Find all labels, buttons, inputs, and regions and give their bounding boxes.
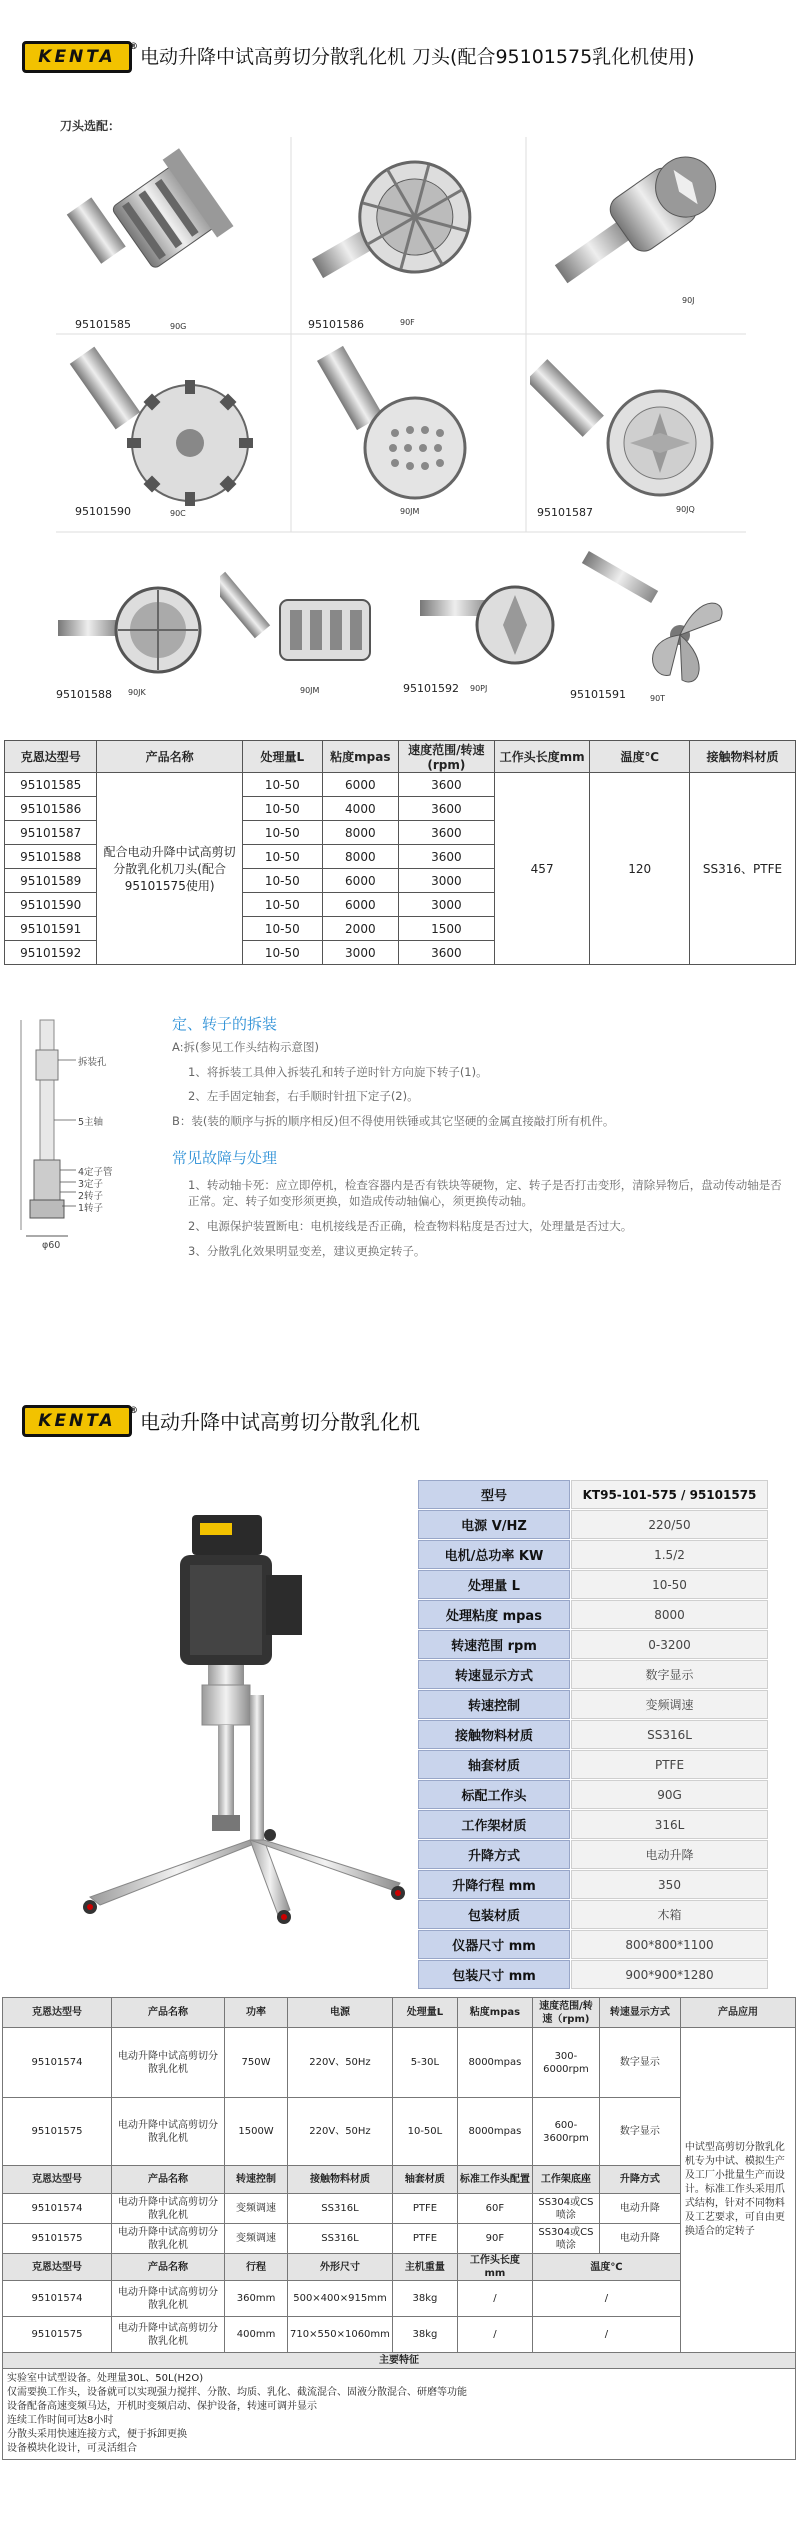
cell-lift: 电动升降 [599, 2224, 680, 2254]
product-photo-90g [60, 140, 285, 330]
spec-value: 90G [571, 1780, 768, 1809]
cell-viscosity: 8000 [322, 845, 398, 869]
photo-code-90j: 90J [682, 296, 695, 305]
spec-value: 变频调速 [571, 1690, 768, 1719]
spec-value: KT95-101-575 / 95101575 [571, 1480, 768, 1509]
spec-key: 工作架材质 [418, 1810, 570, 1839]
cell-volume: 10-50 [242, 893, 322, 917]
spec-row [418, 1900, 768, 1929]
cell-model: 95101585 [5, 773, 97, 797]
photo-model-95101585: 95101585 [75, 318, 131, 331]
cell-viscosity: 6000 [322, 773, 398, 797]
brand-logo [22, 41, 141, 73]
cell-supply: 220V、50Hz [288, 2098, 393, 2166]
product-photo-90jm-2 [220, 550, 400, 700]
cell-viscosity: 2000 [322, 917, 398, 941]
diagram-label-shaft: 5主轴 [78, 1117, 104, 1128]
table-row [3, 2194, 796, 2224]
cell-model: 95101586 [5, 797, 97, 821]
features-cell [3, 2369, 796, 2460]
photo-model-95101590: 95101590 [75, 505, 131, 518]
table-row [3, 2369, 796, 2460]
cell-model: 95101575 [3, 2098, 112, 2166]
feature-item: 设备配备高速变频马达，开机时变频启动、保护设备，转速可调并显示 [7, 2401, 317, 2412]
col-header: 产品名称 [112, 1998, 225, 2028]
col-header: 功率 [225, 1998, 288, 2028]
col-header: 标准工作头配置 [457, 2166, 532, 2194]
cell-model: 95101588 [5, 845, 97, 869]
cell-name: 电动升降中试高剪切分散乳化机 [112, 2224, 225, 2254]
spec-row [418, 1540, 768, 1569]
cell-name: 电动升降中试高剪切分散乳化机 [112, 2098, 225, 2166]
cell-viscosity: 8000mpas [457, 2098, 532, 2166]
registered-mark: ® [129, 1406, 141, 1416]
cell-power: 750W [225, 2028, 288, 2098]
cell-model: 95101574 [3, 2028, 112, 2098]
spec-key: 标配工作头 [418, 1780, 570, 1809]
spec-key: 包装尺寸 mm [418, 1960, 570, 1989]
cell-name: 电动升降中试高剪切分散乳化机 [112, 2317, 225, 2353]
cell-speed: 1500 [398, 917, 494, 941]
cell-speed: 3600 [398, 797, 494, 821]
cell-supply: 220V、50Hz [288, 2028, 393, 2098]
cell-volume: 10-50 [242, 821, 322, 845]
spec-row [418, 1930, 768, 1959]
photo-code-90t: 90T [650, 694, 666, 703]
spec-key: 接触物料材质 [418, 1720, 570, 1749]
cell-length: / [457, 2281, 532, 2317]
machine-comparison-table [2, 1997, 796, 2460]
cell-material: SS316L [288, 2194, 393, 2224]
cell-base: SS304或CS喷涂 [532, 2224, 599, 2254]
spec-value: 数字显示 [571, 1660, 768, 1689]
photo-code-90f: 90F [400, 318, 415, 327]
table-row [3, 2317, 796, 2353]
cell-speed: 3000 [398, 893, 494, 917]
spec-value: 0-3200 [571, 1630, 768, 1659]
spec-value: 900*900*1280 [571, 1960, 768, 1989]
cell-volume: 10-50 [242, 917, 322, 941]
cell-temp: / [532, 2317, 680, 2353]
photo-code-90jm: 90JM [400, 507, 420, 516]
col-header: 工作头长度mm [457, 2254, 532, 2281]
col-header: 处理量L [392, 1998, 457, 2028]
product-photo-90pj [415, 550, 565, 700]
cell-name: 电动升降中试高剪切分散乳化机 [112, 2028, 225, 2098]
table-header-row [3, 2166, 796, 2194]
feature-item: 连续工作时间可达8小时 [7, 2415, 114, 2426]
spec-row [418, 1810, 768, 1839]
spec-table [418, 1480, 768, 1990]
spec-key: 处理粘度 mpas [418, 1600, 570, 1629]
cell-viscosity: 8000mpas [457, 2028, 532, 2098]
cell-material: SS316、PTFE [690, 773, 796, 965]
spec-value: 木箱 [571, 1900, 768, 1929]
cell-control: 变频调速 [225, 2194, 288, 2224]
cell-model: 95101592 [5, 941, 97, 965]
col-header: 接触物料材质 [288, 2166, 393, 2194]
cell-model: 95101574 [3, 2281, 112, 2317]
col-header: 处理量L [242, 741, 322, 773]
table-header-row [3, 1998, 796, 2028]
cell-speed: 3600 [398, 941, 494, 965]
spec-value: 316L [571, 1810, 768, 1839]
cell-head: 60F [457, 2194, 532, 2224]
cell-control: 变频调速 [225, 2224, 288, 2254]
diagram-label-stator-tube: 4定子管 [78, 1167, 113, 1178]
instruction-step: 2、左手固定轴套，右手顺时针扭下定子(2)。 [188, 1089, 419, 1103]
spec-key: 型号 [418, 1480, 570, 1509]
spec-row [418, 1660, 768, 1689]
spec-key: 电源 V/HZ [418, 1510, 570, 1539]
instruction-intro: A:拆(参见工作头结构示意图) [172, 1040, 320, 1054]
col-header: 粘度mpas [457, 1998, 532, 2028]
cell-model: 95101575 [3, 2224, 112, 2254]
cell-stroke: 400mm [225, 2317, 288, 2353]
col-header: 转速控制 [225, 2166, 288, 2194]
cell-size: 710×550×1060mm [288, 2317, 393, 2353]
cell-speed: 3000 [398, 869, 494, 893]
cell-temp: / [532, 2281, 680, 2317]
spec-value: 电动升降 [571, 1840, 768, 1869]
cell-sleeve: PTFE [392, 2224, 457, 2254]
section1-subtitle: 刀头选配： [60, 119, 121, 133]
spec-key: 轴套材质 [418, 1750, 570, 1779]
spec-row [418, 1600, 768, 1629]
cell-power: 1500W [225, 2098, 288, 2166]
table-header-row [5, 741, 796, 773]
diagram-label-stator: 3定子 [78, 1179, 104, 1190]
spec-value: 350 [571, 1870, 768, 1899]
product-photo-90f [295, 140, 520, 330]
cell-weight: 38kg [392, 2317, 457, 2353]
feature-item: 仅需要换工作头，设备就可以实现强力搅拌、分散、均质、乳化、截流混合、固液分散混合、研磨等功能 [7, 2387, 467, 2398]
col-header: 工作架底座 [532, 2166, 599, 2194]
table-header-row [3, 2353, 796, 2369]
cell-weight: 38kg [392, 2281, 457, 2317]
photo-code-90g: 90G [170, 322, 187, 331]
cell-model: 95101590 [5, 893, 97, 917]
photo-model-95101591: 95101591 [570, 688, 626, 701]
section2-title: 电动升降中试高剪切分散乳化机 [140, 1410, 420, 1434]
product-photo-90c [60, 338, 285, 518]
col-header: 主机重量 [392, 2254, 457, 2281]
spec-key: 仪器尺寸 mm [418, 1930, 570, 1959]
col-header: 速度范围/转速(rpm) [398, 741, 494, 773]
cell-sleeve: PTFE [392, 2194, 457, 2224]
cell-stroke: 360mm [225, 2281, 288, 2317]
cell-length: / [457, 2317, 532, 2353]
cell-volume: 10-50L [392, 2098, 457, 2166]
cell-name: 电动升降中试高剪切分散乳化机 [112, 2281, 225, 2317]
cell-size: 500×400×915mm [288, 2281, 393, 2317]
col-header: 克恩达型号 [3, 2166, 112, 2194]
col-header: 升降方式 [599, 2166, 680, 2194]
cell-length: 457 [494, 773, 590, 965]
cell-display: 数字显示 [599, 2028, 680, 2098]
cell-temp: 120 [590, 773, 690, 965]
cell-model: 95101575 [3, 2317, 112, 2353]
col-header: 产品名称 [112, 2166, 225, 2194]
diagram-label-rotor1: 1转子 [78, 1203, 104, 1214]
spec-row [418, 1720, 768, 1749]
table-header-row [3, 2254, 796, 2281]
col-header: 工作头长度mm [494, 741, 590, 773]
cell-model: 95101591 [5, 917, 97, 941]
col-header: 克恩达型号 [5, 741, 97, 773]
spec-key: 转速范围 rpm [418, 1630, 570, 1659]
photo-code-90c: 90C [170, 509, 186, 518]
table-row [5, 773, 796, 797]
col-header: 电源 [288, 1998, 393, 2028]
photo-code-90jm-2: 90JM [300, 686, 320, 695]
spec-value: 10-50 [571, 1570, 768, 1599]
col-header: 粘度mpas [322, 741, 398, 773]
spec-key: 转速显示方式 [418, 1660, 570, 1689]
fault-item: 3、分散乳化效果明显变差，建议更换定转子。 [188, 1244, 426, 1258]
spec-value: 220/50 [571, 1510, 768, 1539]
cell-speed: 3600 [398, 773, 494, 797]
spec-row [418, 1960, 768, 1989]
photo-model-95101592: 95101592 [403, 682, 459, 695]
cell-volume: 10-50 [242, 845, 322, 869]
col-header: 温度℃ [590, 741, 690, 773]
fault-item: 1、转动轴卡死：应立即停机，检查容器内是否有铁块等硬物，定、转子是否打击变形，清除异物后，盘动传动轴是否正常。定、转子如变形须更换，如造成传动轴偏心，须更换传动轴。 [188, 1178, 782, 1208]
section-title-faults: 常见故障与处理 [172, 1149, 278, 1167]
photo-model-95101587: 95101587 [537, 506, 593, 519]
cell-viscosity: 6000 [322, 893, 398, 917]
cell-material: SS316L [288, 2224, 393, 2254]
product-photo-90jq [530, 338, 755, 518]
diagram-label-diameter: φ60 [42, 1240, 61, 1251]
work-head-diagram [16, 1010, 136, 1250]
fault-item: 2、电源保护装置断电：电机接线是否正确，检查物料粘度是否过大，处理量是否过大。 [188, 1219, 633, 1233]
col-header: 转速显示方式 [599, 1998, 680, 2028]
spec-row [418, 1480, 768, 1509]
diagram-label-rotor2: 2转子 [78, 1191, 104, 1202]
col-header: 轴套材质 [392, 2166, 457, 2194]
spec-row [418, 1690, 768, 1719]
photo-code-90jk: 90JK [128, 688, 146, 697]
feature-item: 设备模块化设计，可灵活组合 [7, 2443, 137, 2454]
section-title-disassembly: 定、转子的拆装 [172, 1015, 278, 1033]
section1-title: 电动升降中试高剪切分散乳化机 刀头(配合95101575乳化机使用) [140, 46, 695, 68]
product-photo-90jk [48, 550, 218, 700]
table-row [3, 2224, 796, 2254]
table-row [3, 2028, 796, 2098]
cell-speed: 600-3600rpm [532, 2098, 599, 2166]
col-header: 接触物料材质 [690, 741, 796, 773]
spec-value: 1.5/2 [571, 1540, 768, 1569]
col-header: 外形尺寸 [288, 2254, 393, 2281]
cell-lift: 电动升降 [599, 2194, 680, 2224]
cell-model: 95101587 [5, 821, 97, 845]
spec-key: 升降方式 [418, 1840, 570, 1869]
product-photo-90jm [295, 338, 520, 518]
cell-name: 电动升降中试高剪切分散乳化机 [112, 2194, 225, 2224]
brand-logo-text: KENTA [38, 1411, 116, 1431]
spec-value: 8000 [571, 1600, 768, 1629]
diagram-label-hole: 拆装孔 [78, 1057, 107, 1068]
cell-viscosity: 4000 [322, 797, 398, 821]
spec-value: SS316L [571, 1720, 768, 1749]
cell-speed: 3600 [398, 821, 494, 845]
spec-key: 转速控制 [418, 1690, 570, 1719]
cell-speed: 300-6000rpm [532, 2028, 599, 2098]
spec-key: 处理量 L [418, 1570, 570, 1599]
product-photo-90t [570, 550, 750, 700]
cell-volume: 10-50 [242, 797, 322, 821]
cell-head: 90F [457, 2224, 532, 2254]
col-header: 产品应用 [680, 1998, 795, 2028]
cell-viscosity: 8000 [322, 821, 398, 845]
brand-logo-text: KENTA [38, 47, 116, 67]
spec-value: PTFE [571, 1750, 768, 1779]
cell-display: 数字显示 [599, 2098, 680, 2166]
spec-row [418, 1840, 768, 1869]
col-header: 产品名称 [112, 2254, 225, 2281]
cell-volume: 10-50 [242, 869, 322, 893]
spec-row [418, 1870, 768, 1899]
cell-application: 中试型高剪切分散乳化机专为中试、模拟生产及工厂小批量生产而设计。标准工作头采用爪式结构，针对不同物料及工艺要求，可自由更换适合的定转子 [680, 2028, 795, 2353]
col-header: 温度℃ [532, 2254, 680, 2281]
cell-model: 95101589 [5, 869, 97, 893]
spec-key: 电机/总功率 KW [418, 1540, 570, 1569]
col-header: 克恩达型号 [3, 2254, 112, 2281]
spec-row [418, 1630, 768, 1659]
cell-viscosity: 3000 [322, 941, 398, 965]
blade-head-table [4, 740, 796, 965]
spec-row [418, 1780, 768, 1809]
cell-volume: 5-30L [392, 2028, 457, 2098]
brand-logo-2 [22, 1405, 141, 1437]
photo-model-95101586: 95101586 [308, 318, 364, 331]
table-row [3, 2281, 796, 2317]
photo-model-95101588: 95101588 [56, 688, 112, 701]
features-title: 主要特征 [3, 2353, 796, 2369]
cell-model: 95101574 [3, 2194, 112, 2224]
machine-photo [40, 1505, 420, 1925]
spec-value: 800*800*1100 [571, 1930, 768, 1959]
col-header: 产品名称 [97, 741, 243, 773]
feature-item: 实验室中试型设备。处理量30L、50L(H2O) [7, 2373, 204, 2384]
col-header: 速度范围/转速（rpm) [532, 1998, 599, 2028]
instruction-step: B：装(装的顺序与拆的顺序相反)但不得使用铁锤或其它坚硬的金属直接敲打所有机件。 [172, 1114, 615, 1128]
photo-code-90pj: 90PJ [470, 684, 488, 693]
spec-key: 包装材质 [418, 1900, 570, 1929]
spec-key: 升降行程 mm [418, 1870, 570, 1899]
registered-mark: ® [129, 42, 141, 52]
spec-row [418, 1750, 768, 1779]
spec-row [418, 1570, 768, 1599]
spec-row [418, 1510, 768, 1539]
cell-viscosity: 6000 [322, 869, 398, 893]
photo-code-90jq: 90JQ [676, 505, 695, 514]
col-header: 克恩达型号 [3, 1998, 112, 2028]
table-row [3, 2098, 796, 2166]
col-header: 行程 [225, 2254, 288, 2281]
cell-volume: 10-50 [242, 773, 322, 797]
instruction-step: 1、将拆装工具伸入拆装孔和转子逆时针方向旋下转子(1)。 [188, 1065, 488, 1079]
cell-volume: 10-50 [242, 941, 322, 965]
cell-speed: 3600 [398, 845, 494, 869]
cell-base: SS304或CS喷涂 [532, 2194, 599, 2224]
cell-product-name: 配合电动升降中试高剪切分散乳化机刀头(配合95101575使用) [97, 773, 243, 965]
product-photo-90j [530, 140, 755, 330]
feature-item: 分散头采用快速连接方式，便于拆卸更换 [7, 2429, 187, 2440]
